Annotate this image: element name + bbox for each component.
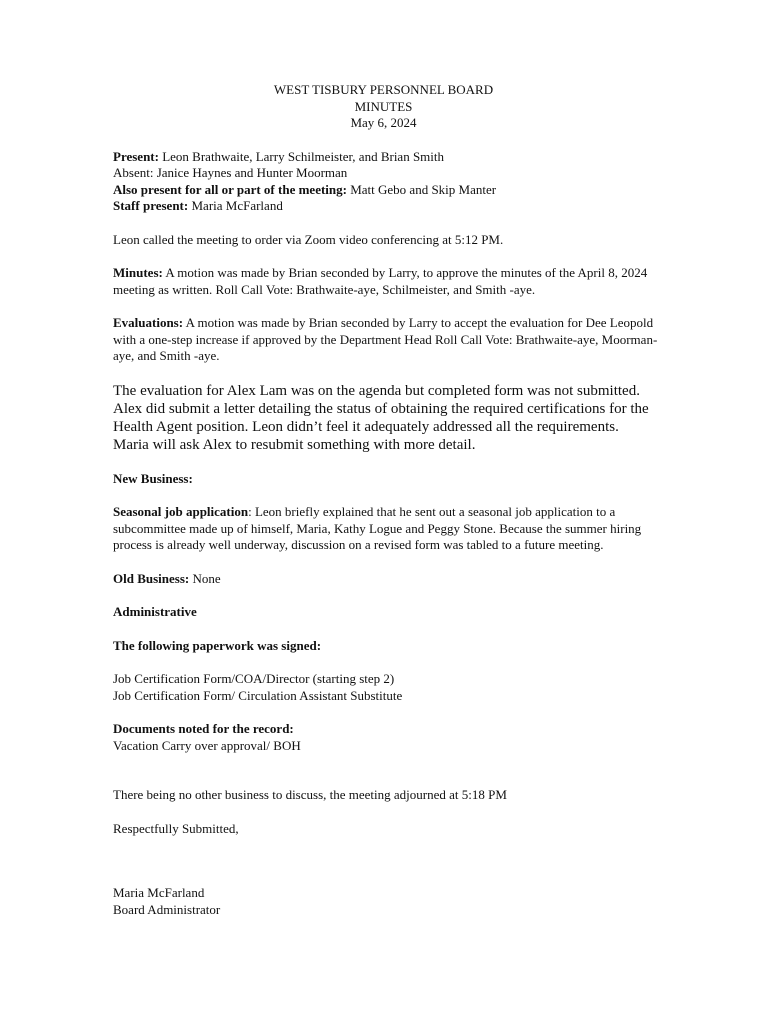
seasonal-job-label: Seasonal job application — [113, 504, 249, 519]
adjournment-line: There being no other business to discuss, the meeting adjourned at 5:18 PM — [113, 787, 507, 802]
documents-label: Documents noted for the record: — [113, 721, 294, 736]
list-item: Job Certification Form/COA/Director (starting step 2) — [113, 671, 395, 686]
list-item: Job Certification Form/ Circulation Assistant Substitute — [113, 687, 403, 703]
old-business-label: Old Business: — [113, 570, 190, 586]
signed-label: The following paperwork was signed: — [113, 637, 322, 653]
seasonal-job-paragraph — [113, 504, 658, 554]
signature-block — [113, 885, 658, 918]
staff-present-line — [113, 198, 658, 215]
signer-title: Board Administrator — [113, 901, 221, 917]
old-business-value: None — [189, 570, 221, 586]
signed-items-list — [113, 671, 658, 704]
staff-present-value: Maria McFarland — [188, 198, 283, 213]
also-present-line — [113, 182, 658, 199]
minutes-body — [113, 82, 658, 918]
call-to-order: Leon called the meeting to order via Zoom video conferencing at 5:12 PM. — [113, 231, 504, 247]
minutes-text: A motion was made by Brian seconded by Larry, to approve the minutes of the April 8, 2024 meeting as written. Roll Call Vote: Brathwaite-aye, Schilmeister, and Smith -aye. — [113, 265, 648, 297]
closing-line: Respectfully Submitted, — [113, 820, 239, 836]
new-business-label: New Business: — [113, 470, 193, 486]
present-line — [113, 149, 658, 166]
evaluations-text: A motion was made by Brian seconded by Larry to accept the evaluation for Dee Leopold with a one-step increase if approved by the Department Head Roll Call Vote: Brathwaite-aye, Moorman-aye, and Smith -aye. — [113, 315, 658, 363]
signer-name: Maria McFarland — [113, 885, 205, 900]
new-business-heading — [113, 471, 658, 488]
old-business-line — [113, 571, 658, 588]
minutes-paragraph — [113, 265, 658, 298]
alex-evaluation-paragraph: The evaluation for Alex Lam was on the agenda but completed form was not submitted. Alex did submit a letter detailing the status of obtaining the required certifications for the Health Agent position. Leon didn’t feel it adequately addressed all the requirements. Maria will ask Alex to resubmit something with more detail. — [113, 382, 649, 453]
org-name: WEST TISBURY PERSONNEL BOARD — [273, 82, 494, 97]
list-item: Vacation Carry over approval/ BOH — [113, 737, 301, 753]
also-present-label: Also present for all or part of the meeting: — [113, 181, 347, 197]
present-label: Present: — [113, 148, 159, 164]
documents-items-list — [113, 738, 658, 755]
absent-line: Absent: Janice Haynes and Hunter Moorman — [113, 165, 348, 180]
staff-present-label: Staff present: — [113, 198, 189, 213]
present-value: Leon Brathwaite, Larry Schilmeister, and Brian Smith — [158, 148, 445, 164]
minutes-label: Minutes: — [113, 265, 163, 280]
signed-heading — [113, 638, 658, 655]
seasonal-job-text: : Leon briefly explained that he sent out a seasonal job application to a subcommittee made up of himself, Maria, Kathy Logue and Peggy Stone. Because the summer hiring process is already well underway, discussion on a revised form was tabled to a future meeting. — [113, 504, 642, 552]
attendance-section — [113, 149, 658, 215]
also-present-value: Matt Gebo and Skip Manter — [346, 181, 497, 197]
evaluations-label: Evaluations: — [113, 315, 184, 330]
documents-heading — [113, 721, 658, 738]
document-header — [111, 82, 656, 132]
evaluations-paragraph — [113, 315, 658, 365]
administrative-label: Administrative — [113, 604, 197, 619]
document-type: MINUTES — [354, 98, 413, 114]
administrative-heading — [113, 604, 658, 621]
meeting-date: May 6, 2024 — [350, 115, 417, 130]
